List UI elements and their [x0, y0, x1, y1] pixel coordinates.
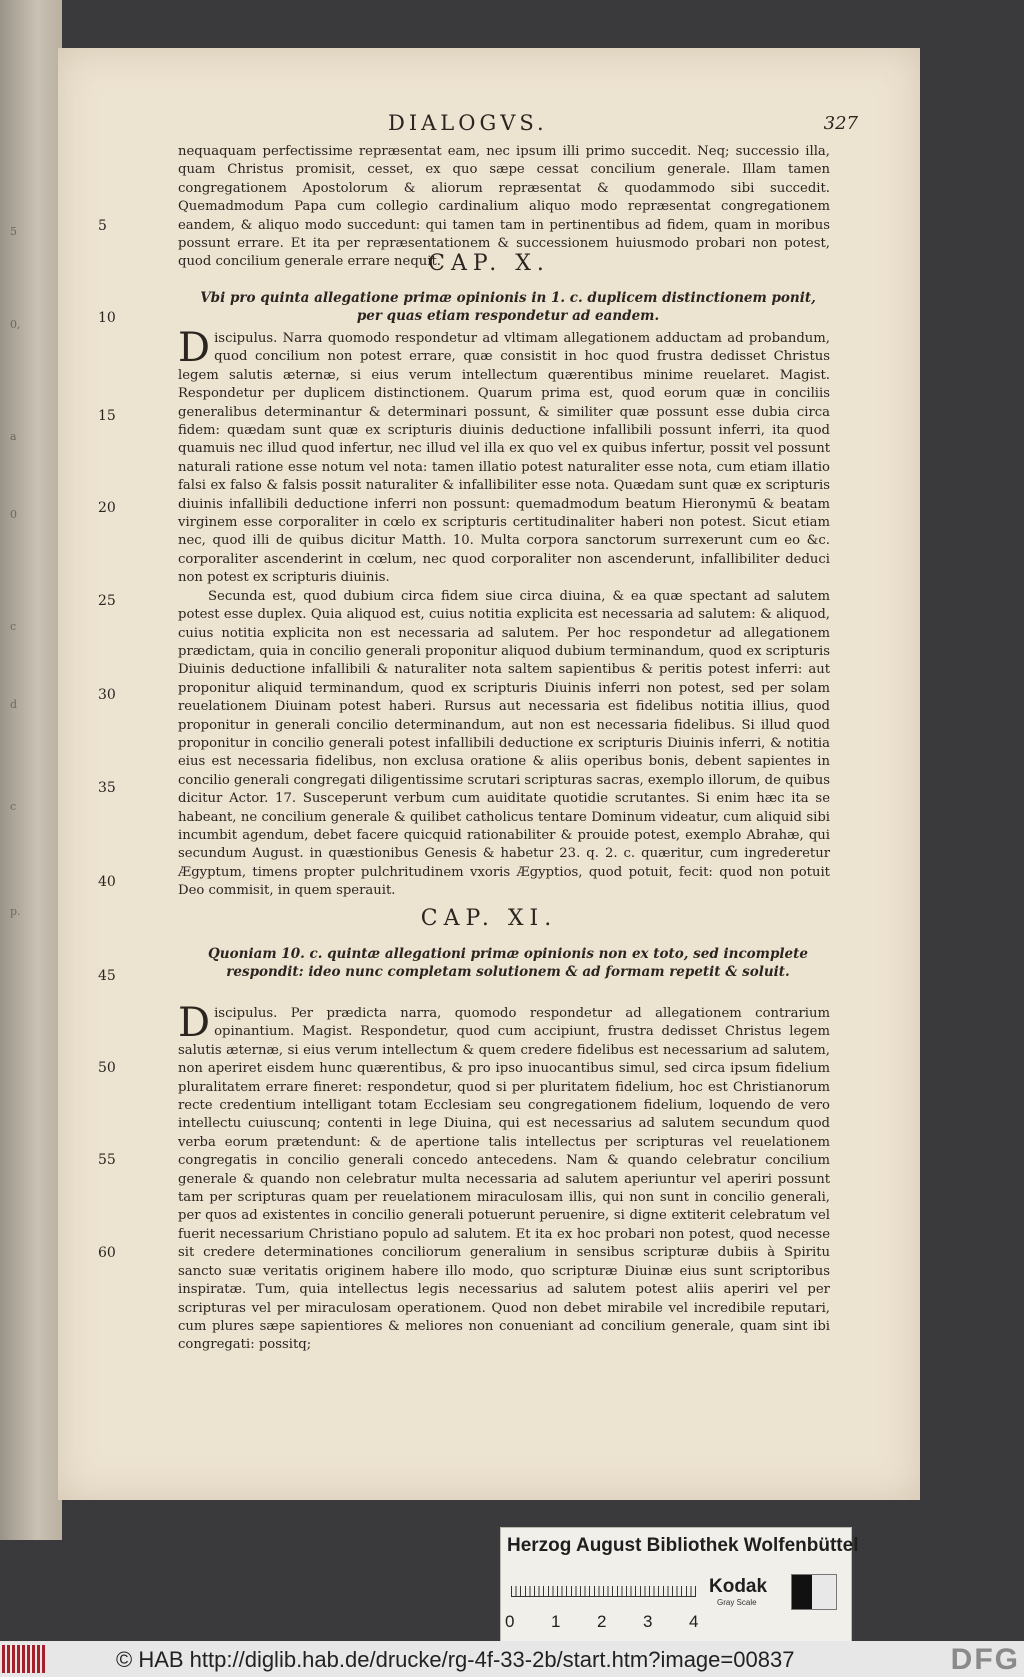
ghost-mark: c — [10, 620, 17, 633]
library-name: Herzog August Bibliothek Wolfenbüttel — [507, 1535, 859, 1556]
line-number: 50 — [98, 1060, 116, 1076]
line-number: 5 — [98, 218, 107, 234]
copyright-url[interactable]: © HAB http://diglib.hab.de/drucke/rg-4f-33-2b/start.htm?image=00837 — [116, 1647, 795, 1672]
kodak-logo — [709, 1576, 767, 1607]
chapter-title: CAP. XI. — [420, 906, 558, 931]
ghost-mark: 0 — [10, 508, 17, 521]
line-number: 60 — [98, 1245, 116, 1261]
line-number: 45 — [98, 968, 116, 984]
library-color-card — [500, 1527, 859, 1645]
running-header — [388, 111, 858, 141]
page-number: 327 — [823, 113, 858, 134]
ruler-number: 2 — [597, 1612, 607, 1631]
gray-scale-text: Gray Scale — [717, 1598, 757, 1607]
text-block-chapter-10 — [178, 325, 830, 901]
ruler-number: 4 — [689, 1612, 699, 1631]
line-number: 40 — [98, 874, 116, 890]
ghost-mark: a — [10, 430, 17, 443]
scale-ruler — [511, 1574, 696, 1597]
adjacent-page-edge — [0, 0, 62, 1540]
paragraph: nequaquam perfectissime repræsentat eam, nec ipsum illi primo succedit. Neq; successio illa, quam Christus promisit, cesset, ex quo sæpe cessat concilium generale. Illam tamen congregationem Apostolorum & aliorum repræsentat & quodammodo sibi succedit. Quemadmodum Papa cum collegio cardinalium aliquo modo repræsentat congregationem eandem, & aliquo modo succedunt: qui tamen tam in pertinentibus ad fidem, quam in moribus possunt errare. Et ita per repræsentationem & successionem huiusmodo probari non potest, quod concilium generale errare nequit. — [178, 144, 830, 270]
drop-cap: D — [178, 325, 211, 371]
chapter-title: CAP. X. — [428, 251, 550, 276]
ruler-number: 0 — [505, 1612, 515, 1631]
paragraph — [178, 325, 830, 588]
chapter-heading: Quoniam 10. c. quintæ allegationi primæ opinionis non ex toto, sed incomplete respondit: ideo nunc completam solutionem & ad formam repetit & soluit. — [208, 946, 808, 980]
paragraph: Secunda est, quod dubium circa fidem siue circa diuina, & ea quæ spectant ad salutem potest esse duplex. Quia aliquod est, cuius notitia explicita est necessaria ad salutem: & aliquod, cuius notitia explicita non est necessaria ad salutem. Per hoc respondetur ad allegationem prædictam, quia in concilio generali proponitur aliquod dubium terminandum, quod ex scripturis Diuinis deductione infallibili & naturaliter nota saltem sapientibus & peritis potest inferri: aut proponitur aliquid terminandum, quod ex scripturis Diuinis inferri non potest, sed per solam reuelationem Diuinam potest haberi. Rursus aut necessaria est fidelibus notitia illius, quod proponitur in generali concilio determinandum, aut non est necessaria fidelibus. Si illud quod proponitur in concilio generali potest infallibili deductione ex scripturis Diuinis inferri, & notitia eius est necessaria fidelibus, non exclusa oratione & aliis operibus bonis, debent sapientes in concilio generali congregati diligentissime scrutari scripturas sacras, exemplo illorum, de quibus dicitur Actor. 17. Susceperunt verbum cum auiditate quotidie scrutantes. Si enim hæc ita se habeant, ne concilium generale & quilibet catholicus tentare Dominum videatur, cum aliquid sibi incumbit agendum, debet facere quicquid rationabiliter & prouide potest, exemplo Abrahæ, qui secundum August. in quæstionibus Genesis & habetur 23. q. 2. c. quæritur, cum ingrederetur Ægyptum, timens propter pulchritudinem vxoris Ægyptios, quod potuit, fecit: quod non potuit Deo commisit, in quem sperauit. — [178, 588, 830, 899]
barcode-logo — [2, 1645, 46, 1673]
ruler-number: 3 — [643, 1612, 653, 1631]
paragraph-text: iscipulus. Narra quomodo respondetur ad vltimam allegationem adductam ad probandum, quod concilium non potest errare, quæ consistit in hoc quod frustra dedisset Christus legem salutis æternæ, si eius verum intellectum quærentibus minime reuelaret. Magist. Respondetur per duplicem distinctionem. Quarum prima est, quod eorum quæ in conciliis generalibus determinantur & determinari possunt, & similiter quæ possunt esse dubia circa fidem: quædam sunt quæ ex scripturis diuinis deductione infallibili possunt inferri, ita quod quamuis nec illud quod infertur, nec illud vel illa ex quo vel ex quibus infertur, possit vel possunt naturali ratione esse notum vel nota: tamen illatio potest naturaliter esse nota, cum etiam illatio falsi ex falso & falsis possit naturaliter & infallibiliter esse nota. Quædam sunt quæ ex scripturis diuinis infallibili deductione inferri non possunt: quemadmodum beatum Hieronymū & beatam virginem esse corporaliter in cœlo ex scripturis certitudinaliter haberi non potest. Sicut etiam nec, quod illi de quibus dicitur Matth. 10. Multa corpora sanctorum surrexerunt cum eo &c. corporaliter ascenderint in cœlum, nec quod corporaliter non ascenderunt, infallibiliter deduci non potest ex scripturis diuinis. — [178, 331, 830, 586]
line-number: 15 — [98, 408, 116, 424]
line-number: 35 — [98, 780, 116, 796]
gray-scale-patch — [791, 1574, 837, 1610]
ghost-mark: 0, — [10, 318, 21, 331]
ghost-mark: p. — [10, 905, 21, 918]
chapter-heading: Vbi pro quinta allegatione primæ opinionis in 1. c. duplicem distinctionem ponit, per quas etiam respondetur ad eandem. — [200, 290, 816, 324]
line-number: 10 — [98, 310, 116, 326]
ghost-mark: 5 — [10, 225, 17, 238]
line-number: 55 — [98, 1152, 116, 1168]
dfg-logo: DFG — [950, 1643, 1020, 1676]
ruler-number: 1 — [551, 1612, 561, 1631]
ghost-mark: c — [10, 800, 17, 813]
text-block-chapter-11 — [178, 1000, 830, 1355]
line-number: 20 — [98, 500, 116, 516]
footer-bar — [0, 1641, 1024, 1677]
book-page — [58, 48, 920, 1500]
line-number: 30 — [98, 687, 116, 703]
header-title: DIALOGVS. — [388, 111, 548, 135]
line-number: 25 — [98, 593, 116, 609]
drop-cap: D — [178, 1000, 211, 1046]
paragraph-text: iscipulus. Per prædicta narra, quomodo respondetur ad allegationem contrarium opinantium. Magist. Respondetur, quod cum accipiunt, frustra dedisset Christus legem salutis æternæ, si eius verum intellectum & quem credere fidelibus est necessarium ad salutem, non aperiret eisdem hunc quærentibus, & pro ipso inuocantibus simul, sed circa ipsum fidelium pluralitatem errare fineret: respondetur, quod si per pluritatem fidelium, hoc est Christianorum recte credentium intelligant totam Ecclesiam seu congregationem fidelium, loquendo de vero intellectu cuiuscunq; contenti in lege Diuina, qui est necessarius ad salutem secundum quod verba eorum prætendunt: & de apertione talis intellectus per scripturas vel reuelationem congregatis in concilio generali concedo antecedens. Nam & quando celebratur concilium generale & quando non celebratur multa necessaria ad salutem aperiuntur vel aperiri possunt tam per scripturas quam per reuelationem miraculosam illis, qui non sunt in concilio generali, per quos ad existentes in concilio generali potuerunt peruenire, si digne extiterit celebratum vel fuerit necessarium Christiano populo ad salutem. Et ita ex hoc probari non potest, quod necesse sit credere determinationes conciliorum generalium in sensibus scripturæ dubiis à Spiritu sancto suæ veritatis originem habere illo modo, quo scripturæ Diuinæ eius sunt scriptoribus inspiratæ. Tum, quia intellectus legis necessarius ad salutem potest aliis aperiri vel per scripturas vel per miraculosam operationem. Quod non debet mirabile vel incredibile reputari, cum plures sæpe sapientiores & meliores non conueniant ad concilium generale, quam sint ibi congregati: possitq; — [178, 1006, 830, 1353]
kodak-text: Kodak — [709, 1576, 768, 1597]
paragraph — [178, 1000, 830, 1355]
ghost-mark: d — [10, 698, 18, 711]
